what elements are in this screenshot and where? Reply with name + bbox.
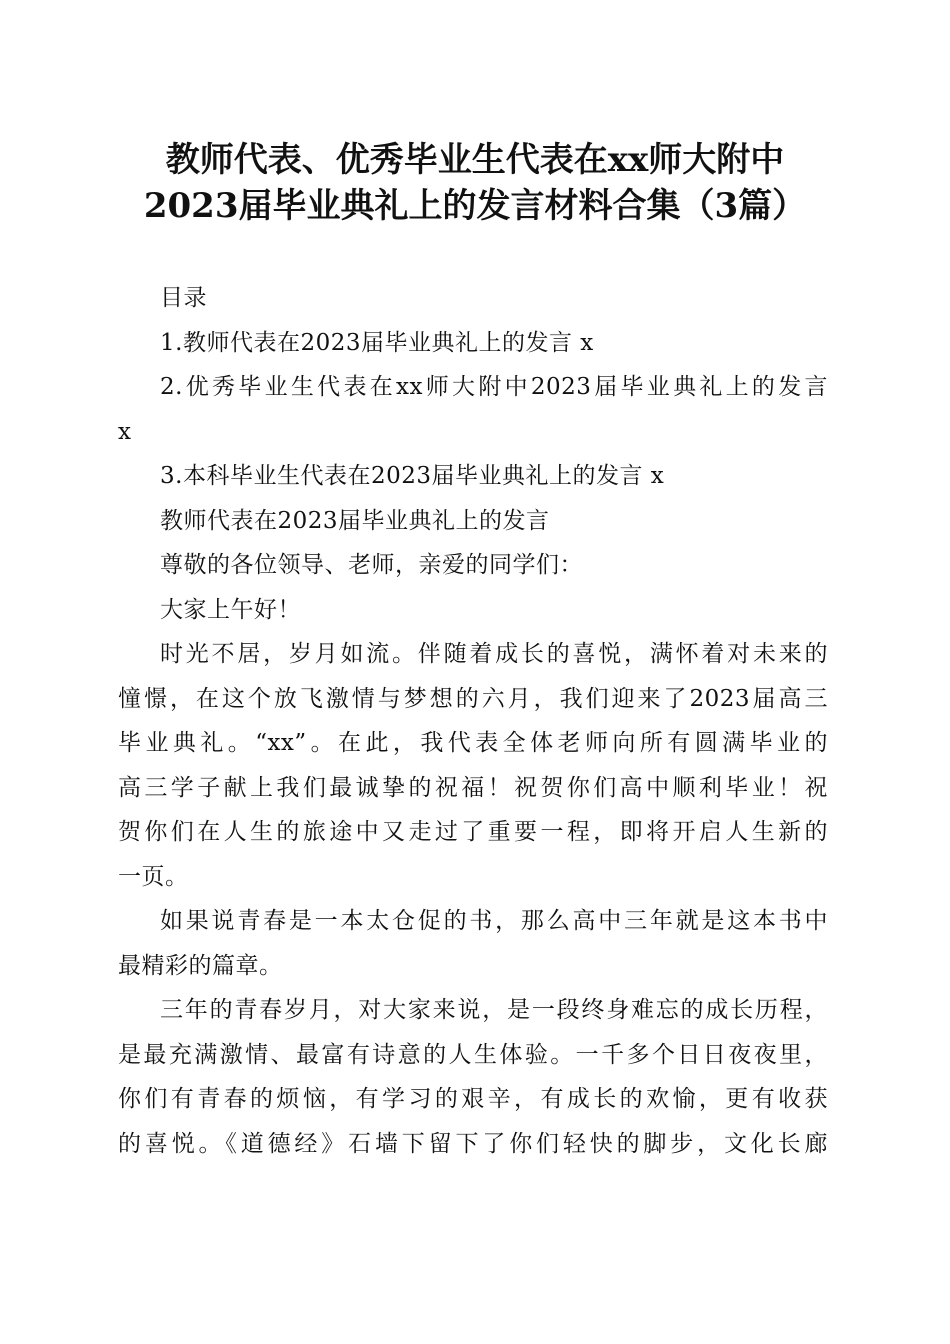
document-body — [118, 276, 828, 1166]
paragraph-3-line: 是最充满激情、最富有诗意的人生体验。一千多个日日夜夜里， — [118, 1041, 828, 1068]
document-title-line-1: 教师代表、优秀毕业生代表在xx师大附中 — [165, 140, 785, 180]
paragraph-1-line: 时光不居，岁月如流。伴随着成长的喜悦，满怀着对未来的 — [160, 641, 828, 667]
paragraph-1-line: 高三学子献上我们最诚挚的祝福！祝贺你们高中顺利毕业！祝 — [118, 774, 828, 801]
paragraph-3-line: 三年的青春岁月，对大家来说，是一段终身难忘的成长历程， — [160, 997, 828, 1023]
toc-heading: 目录 — [160, 285, 207, 311]
paragraph-2-line: 如果说青春是一本太仓促的书，那么高中三年就是这本书中 — [160, 908, 828, 934]
paragraph-2-line: 最精彩的篇章。 — [118, 952, 283, 979]
document-title-line-2: 2023届毕业典礼上的发言材料合集（3篇） — [143, 186, 807, 226]
greeting: 大家上午好！ — [160, 596, 301, 623]
toc-item-3: 3.本科毕业生代表在2023届毕业典礼上的发言 x — [160, 463, 665, 489]
salutation: 尊敬的各位领导、老师，亲爱的同学们： — [160, 552, 583, 578]
toc-item-1: 1.教师代表在2023届毕业典礼上的发言 x — [160, 329, 594, 356]
toc-item-2: 2.优秀毕业生代表在xx师大附中2023届毕业典礼上的发言 — [160, 374, 828, 400]
section-title: 教师代表在2023届毕业典礼上的发言 — [160, 507, 550, 534]
paragraph-1-line: 贺你们在人生的旅途中又走过了重要一程，即将开启人生新的 — [118, 819, 828, 845]
paragraph-1-line: 毕业典礼。“xx”。在此，我代表全体老师向所有圆满毕业的 — [118, 730, 828, 756]
paragraph-1-line: 一页。 — [118, 863, 189, 890]
toc-item-2-continued: x — [118, 418, 132, 445]
paragraph-1-line: 憧憬，在这个放飞激情与梦想的六月，我们迎来了2023届高三 — [118, 685, 828, 712]
paragraph-3-line: 的喜悦。《道德经》石墙下留下了你们轻快的脚步，文化长廊 — [118, 1130, 828, 1157]
paragraph-3-line: 你们有青春的烦恼，有学习的艰辛，有成长的欢愉，更有收获 — [118, 1086, 828, 1112]
